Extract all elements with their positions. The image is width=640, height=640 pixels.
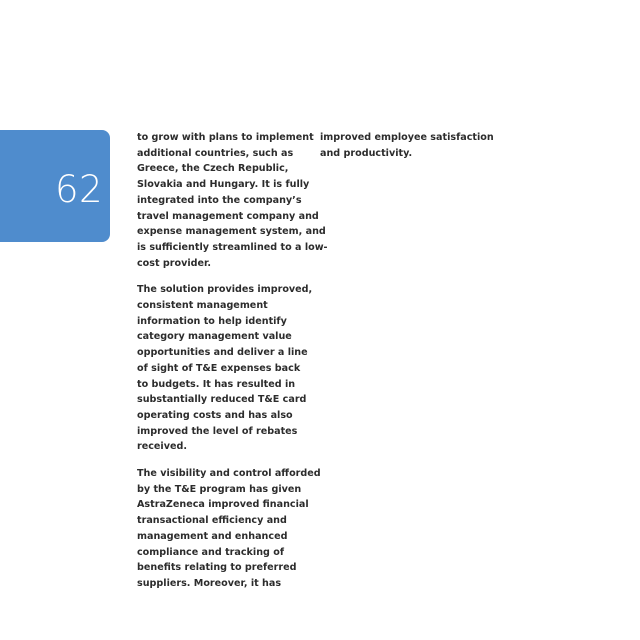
text-line: expense management system, and xyxy=(137,226,326,238)
text-line: AstraZeneca improved financial xyxy=(137,499,309,511)
text-line: to budgets. It has resulted in xyxy=(137,378,296,390)
paragraph xyxy=(320,130,492,161)
paragraph xyxy=(137,282,313,455)
text-line: improved the level of rebates xyxy=(137,425,298,437)
text-line: information to help identify xyxy=(137,315,287,327)
paragraph xyxy=(137,466,321,592)
text-line: transactional efficiency and xyxy=(137,515,287,527)
text-line: The visibility and control afforded xyxy=(137,468,321,480)
text-line: received. xyxy=(137,441,187,453)
paragraph xyxy=(137,130,328,271)
text-line: travel management company and xyxy=(137,210,319,222)
text-column-right xyxy=(320,130,492,172)
text-line: substantially reduced T&E card xyxy=(137,394,307,406)
text-line: integrated into the company’s xyxy=(137,194,302,206)
text-line: compliance and tracking of xyxy=(137,546,285,558)
text-line: and productivity. xyxy=(320,147,413,159)
text-line: category management value xyxy=(137,331,292,343)
text-line: improved employee satisfaction xyxy=(320,132,494,143)
text-line: additional countries, such as xyxy=(137,147,294,159)
text-line: consistent management xyxy=(137,300,268,312)
text-line: of sight of T&E expenses back xyxy=(137,362,301,374)
text-line: management and enhanced xyxy=(137,530,288,542)
text-line: cost provider. xyxy=(137,257,212,269)
text-line: benefits relating to preferred xyxy=(137,562,297,574)
text-line: is sufficiently streamlined to a low- xyxy=(137,241,328,253)
text-line: The solution provides improved, xyxy=(137,284,313,296)
text-line: to grow with plans to implement xyxy=(137,132,314,143)
text-line: operating costs and has also xyxy=(137,409,293,421)
text-line: Slovakia and Hungary. It is fully xyxy=(137,179,310,191)
text-line: Greece, the Czech Republic, xyxy=(137,163,289,175)
text-line: suppliers. Moreover, it has xyxy=(137,577,282,589)
text-line: opportunities and deliver a line xyxy=(137,347,308,359)
text-line: by the T&E program has given xyxy=(137,483,302,495)
page-number: 62 xyxy=(55,168,104,211)
text-column-left xyxy=(137,130,328,603)
